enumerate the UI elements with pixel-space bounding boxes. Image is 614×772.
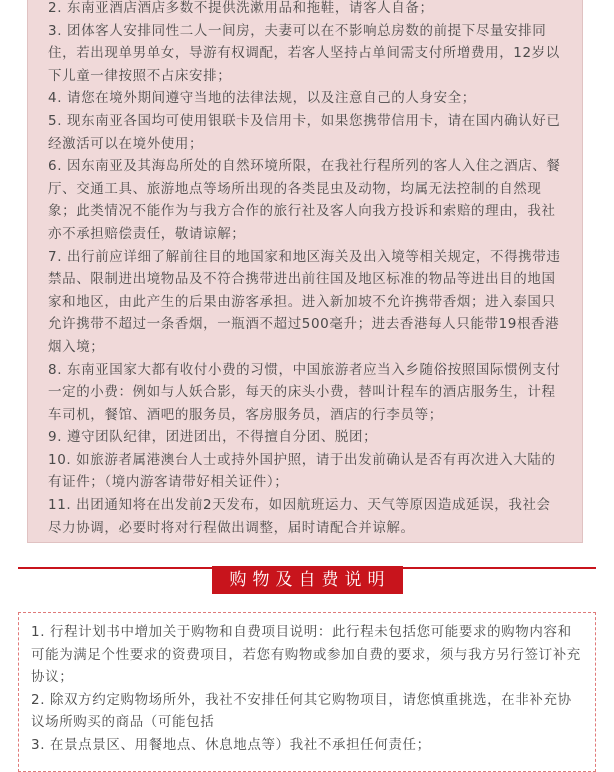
notice-item-8: 8. 东南亚国家大都有收付小费的习惯，中国旅游者应当入乡随俗按照国际惯例支付一定的小费：例如与人妖合影，每天的床头小费，替叫计程车的酒店服务生，计程车司机，餐馆、酒吧的服务员，客房服务员，酒店的行李员等；: [48, 361, 561, 423]
notice-list: [48, 0, 564, 539]
notice-item-11: 11. 出团通知将在出发前2天发布，如因航班运力、天气等原因造成延误，我社会尽力协调，必要时将对行程做出调整，届时请配合并谅解。: [48, 497, 551, 536]
notice-item-5: 5. 现东南亚各国均可使用银联卡及信用卡，如果您携带信用卡，请在国内确认好已经激活可以在境外使用；: [48, 112, 561, 152]
notice-item-10: 10. 如旅游者属港澳台人士或持外国护照，请于出发前确认是否有再次进入大陆的有证件；（境内游客请带好相关证件）；: [48, 451, 556, 491]
section-title: 购物及自费说明: [212, 566, 403, 594]
shopping-item-3: 3. 在景点景区、用餐地点、休息地点等）我社不承担任何责任；: [31, 736, 431, 753]
notice-item-9: 9. 遵守团队纪律，团进团出，不得擅自分团、脱团；: [48, 429, 378, 446]
shopping-notice-box: [18, 612, 596, 772]
section-header: [0, 566, 614, 594]
travel-notice-box: [27, 0, 583, 543]
shopping-item-2: 2. 除双方约定购物场所外，我社不安排任何其它购物项目，请您慎重挑选，在非补充协议场所购买的商品（可能包括: [31, 691, 572, 731]
shopping-list: [31, 621, 585, 757]
notice-item-6: 6. 因东南亚及其海岛所处的自然环境所限，在我社行程所列的客人入住之酒店、餐厅、交通工具、旅游地点等场所出现的各类昆虫及动物，均属无法控制的自然现象；此类情况不能作为与我方合作的旅行社及客人向我方投诉和索赔的理由，我社亦不承担赔偿责任，敬请谅解；: [48, 158, 561, 242]
notice-item-3: 3. 团体客人安排同性二人一间房，夫妻可以在不影响总房数的前提下尽量安排同住，若出现单男单女，导游有权调配，若客人坚持占单间需支付所增费用，12岁以下儿童一律按照不占床安排；: [48, 22, 560, 84]
shopping-item-1: 1. 行程计划书中增加关于购物和自费项目说明：此行程未包括您可能要求的购物内容和可能为满足个性要求的资费项目，若您有购物或参加自费的要求，须与我方另行签订补充协议；: [31, 624, 581, 686]
notice-item-4: 4. 请您在境外期间遵守当地的法律法规，以及注意自己的人身安全；: [48, 90, 476, 107]
notice-item-2: 2. 东南亚酒店酒店多数不提供洗漱用品和拖鞋，请客人自备；: [48, 0, 434, 16]
notice-item-7: 7. 出行前应详细了解前往目的地国家和地区海关及出入境等相关规定，不得携带违禁品、限制进出境物品及不符合携带进出前往国及地区标准的物品等进出目的地国家和地区，由此产生的后果由游客承担。进入新加坡不允许携带香烟；进入泰国只允许携带不超过一条香烟，一瓶酒不超过500毫升；进去香港每人只能带19根香港烟入境；: [48, 248, 561, 355]
